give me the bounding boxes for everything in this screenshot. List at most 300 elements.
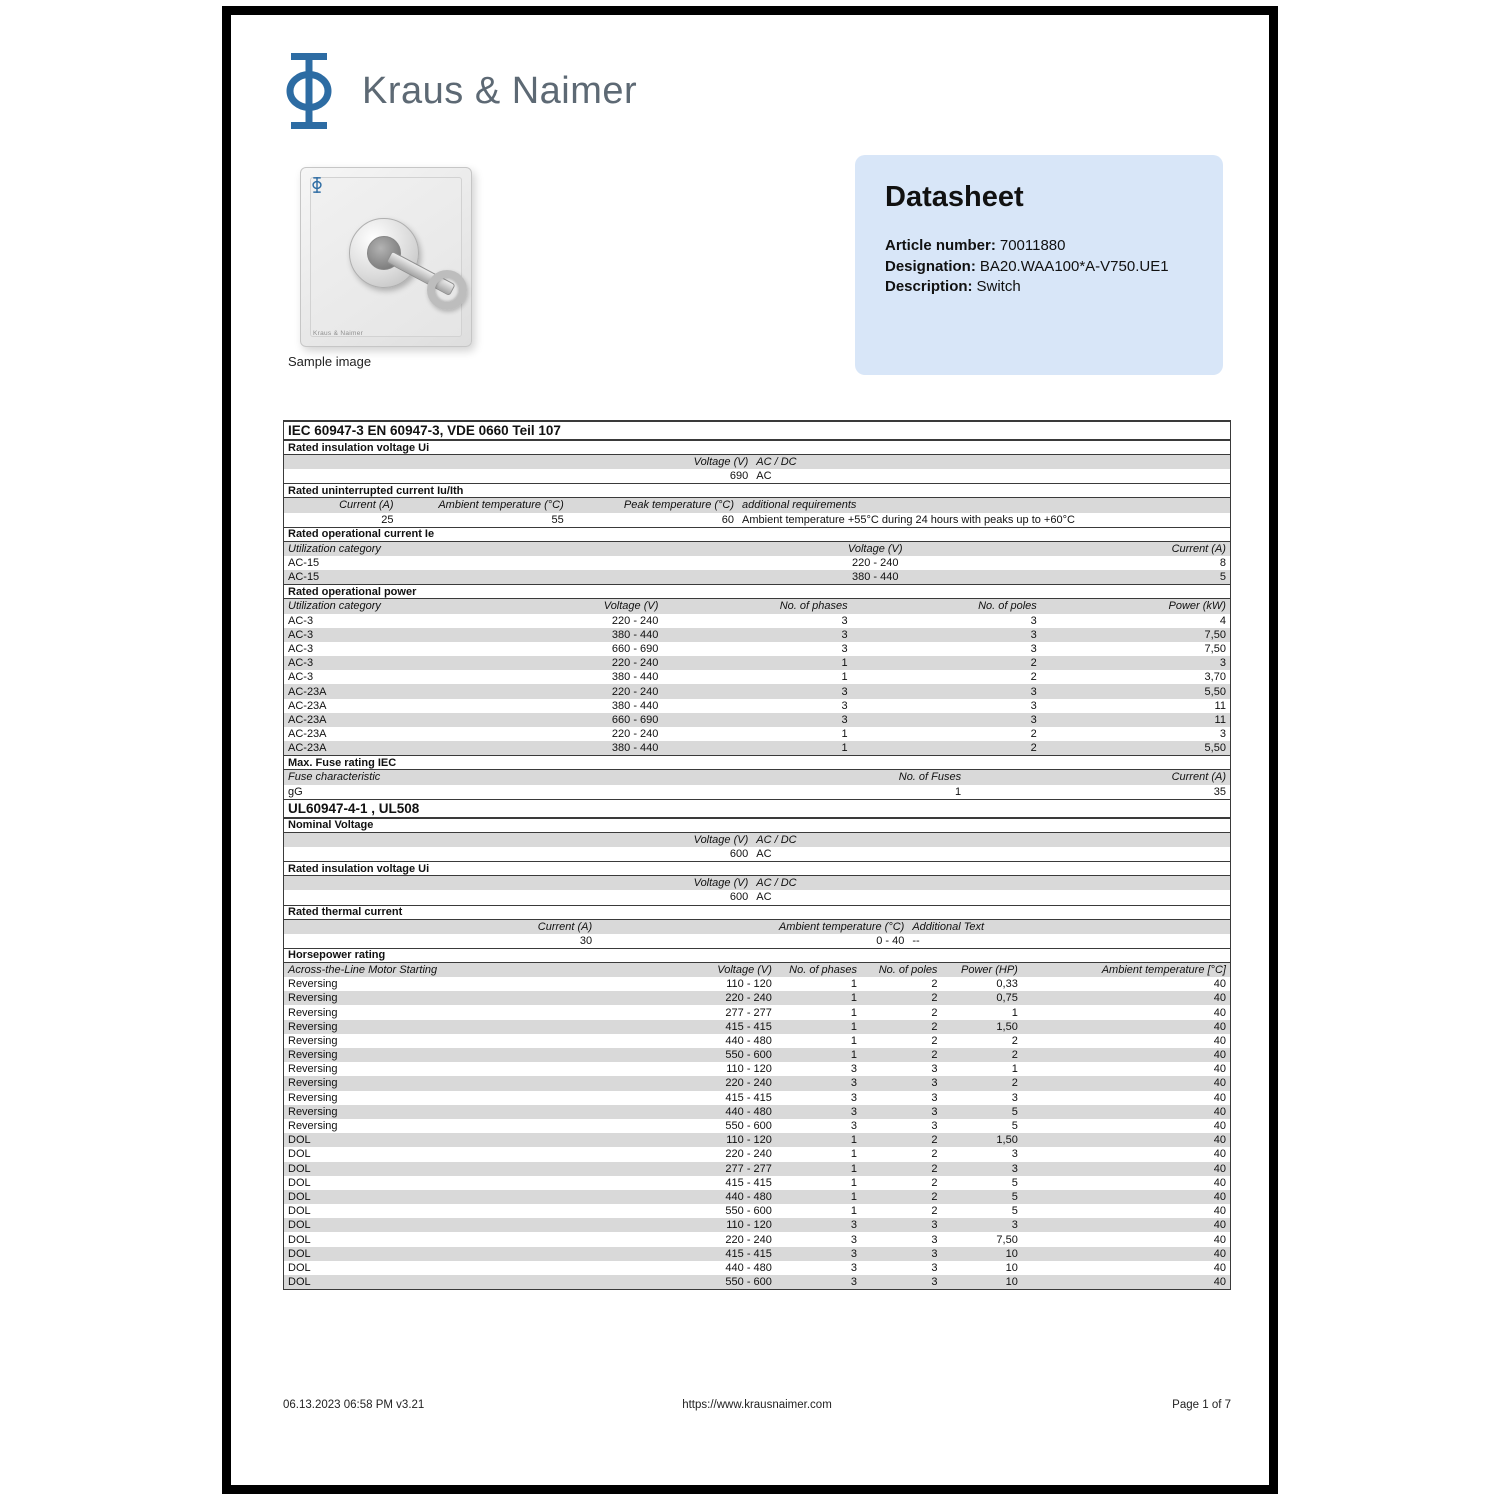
table-cell: 30 (579, 934, 593, 947)
table-cell: 3 (931, 1105, 938, 1118)
table-row (284, 1020, 1230, 1034)
column-header-row (284, 455, 1230, 469)
column-header-cell: Power (kW) (1168, 600, 1226, 613)
subsection-header: Max. Fuse rating IEC (284, 755, 1230, 770)
table-cell: -- (912, 934, 920, 947)
table-cell: 1 (850, 1190, 858, 1203)
table-cell: DOL (288, 1148, 311, 1161)
table-cell: AC-23A (288, 713, 327, 726)
table-cell: 40 (1213, 1261, 1226, 1274)
subsection-header: Rated operational power (284, 584, 1230, 599)
table-cell: 1 (850, 1205, 858, 1218)
column-header-cell: No. of Fuses (898, 771, 962, 784)
table-row (284, 1105, 1230, 1119)
description-value: Switch (976, 278, 1021, 295)
table-cell: 3 (1030, 713, 1037, 726)
table-cell: 3 (841, 685, 848, 698)
table-cell: 2 (1011, 1049, 1018, 1062)
table-cell: 380 - 440 (611, 742, 659, 755)
table-cell: 40 (1213, 1190, 1226, 1203)
key-head-ring (427, 270, 467, 310)
table-row (284, 1162, 1230, 1176)
table-cell: 1 (841, 671, 848, 684)
table-cell: 550 - 600 (725, 1120, 772, 1133)
table-cell: 220 - 240 (725, 1148, 772, 1161)
brand-name: Kraus & Naimer (362, 69, 638, 112)
table-row (284, 513, 1230, 527)
column-header-cell: Current (A) (1171, 542, 1226, 555)
table-cell: 3 (850, 1063, 858, 1076)
table-cell: AC-15 (288, 557, 320, 570)
table-row (284, 713, 1230, 727)
column-header-cell: Ambient temperature (°C) (778, 920, 905, 933)
designation-label: Designation: (885, 257, 976, 275)
column-header-cell: No. of phases (779, 600, 848, 613)
table-cell: Reversing (288, 1091, 338, 1104)
table-row (284, 1204, 1230, 1218)
table-cell: 110 - 120 (726, 1219, 772, 1232)
table-cell: Reversing (288, 978, 338, 991)
table-cell: 5 (1011, 1205, 1018, 1218)
table-cell: 277 - 277 (725, 1006, 772, 1019)
table-cell: 40 (1213, 1148, 1226, 1161)
table-cell: 1 (850, 1148, 858, 1161)
table-cell: 1 (850, 1049, 858, 1062)
table-cell: AC-3 (288, 642, 314, 655)
subsection-header: Rated insulation voltage Ui (284, 440, 1230, 455)
description-label: Description: (885, 278, 973, 295)
table-cell: 5 (1011, 1176, 1018, 1189)
table-cell: 3 (841, 628, 848, 641)
table-row (284, 570, 1230, 584)
table-cell: 415 - 415 (725, 1020, 772, 1033)
footer-page-number: Page 1 of 7 (1172, 1399, 1231, 1411)
table-row (284, 1091, 1230, 1105)
table-row (284, 1218, 1230, 1232)
table-cell: 3 (931, 1063, 938, 1076)
table-cell: 3 (841, 699, 848, 712)
table-row (284, 1048, 1230, 1062)
table-cell: 380 - 440 (611, 671, 659, 684)
table-cell: 25 (381, 513, 394, 526)
table-cell: 2 (931, 1134, 938, 1147)
table-row (284, 1261, 1230, 1275)
table-cell: 220 - 240 (725, 992, 772, 1005)
table-cell: 2 (931, 1190, 938, 1203)
table-row (284, 1119, 1230, 1133)
table-cell: 40 (1213, 1105, 1226, 1118)
table-cell: DOL (288, 1134, 311, 1147)
table-cell: 440 - 480 (725, 1190, 772, 1203)
column-header-cell: Voltage (V) (693, 456, 749, 469)
table-cell: 3 (931, 1219, 938, 1232)
table-cell: 40 (1213, 1247, 1226, 1260)
table-cell: 5,50 (1204, 685, 1226, 698)
table-cell: 0 - 40 (876, 934, 905, 947)
column-header-cell: Voltage (V) (717, 963, 772, 976)
table-cell: Reversing (288, 1077, 338, 1090)
column-header-cell: Current (A) (537, 920, 593, 933)
spec-table (283, 420, 1231, 1290)
table-row (284, 785, 1230, 799)
table-row (284, 727, 1230, 741)
table-cell: 40 (1213, 1006, 1226, 1019)
column-header-cell: Utilization category (288, 600, 381, 613)
table-row (284, 1147, 1230, 1161)
table-cell: 3 (850, 1276, 858, 1289)
column-header-cell: Voltage (V) (693, 877, 749, 890)
datasheet-card (855, 155, 1223, 375)
table-cell: 1 (841, 728, 848, 741)
table-cell: DOL (288, 1261, 311, 1274)
footer-url[interactable]: https://www.krausnaimer.com (682, 1399, 832, 1411)
article-number-row (885, 236, 1193, 257)
table-cell: 2 (931, 1148, 938, 1161)
table-cell: 3 (1030, 642, 1037, 655)
column-header-cell: Voltage (V) (847, 542, 903, 555)
table-cell: DOL (288, 1247, 311, 1260)
table-cell: 220 - 240 (611, 728, 659, 741)
table-cell: 3 (931, 1091, 938, 1104)
table-cell: 40 (1213, 1077, 1226, 1090)
table-cell: 5 (1011, 1190, 1018, 1203)
table-cell: 8 (1219, 557, 1226, 570)
column-header-cell: No. of poles (878, 963, 938, 976)
table-cell: 5 (1219, 571, 1226, 584)
table-row (284, 1076, 1230, 1090)
table-row (284, 1176, 1230, 1190)
table-row (284, 847, 1230, 861)
table-cell: 415 - 415 (725, 1091, 772, 1104)
table-cell: Reversing (288, 1120, 338, 1133)
designation-value: BA20.WAA100*A-V750.UE1 (979, 257, 1169, 275)
table-cell: 7,50 (1204, 628, 1226, 641)
table-cell: 3 (1030, 699, 1037, 712)
footer-timestamp: 06.13.2023 06:58 PM v3.21 (283, 1399, 425, 1411)
column-header-row (284, 542, 1230, 556)
column-header-cell: AC / DC (756, 456, 797, 469)
column-header-cell: Ambient temperature [°C] (1101, 963, 1226, 976)
column-header-cell: Peak temperature (°C) (623, 499, 735, 512)
table-cell: 40 (1213, 1276, 1226, 1289)
table-row (284, 469, 1230, 483)
table-cell: 35 (1213, 785, 1226, 798)
column-header-row (284, 498, 1230, 512)
table-cell: 1 (850, 1162, 858, 1175)
table-cell: 10 (1005, 1247, 1018, 1260)
table-cell: 660 - 690 (611, 713, 659, 726)
table-cell: 1,50 (996, 1134, 1018, 1147)
table-row (284, 991, 1230, 1005)
table-cell: DOL (288, 1276, 311, 1289)
table-cell: 220 - 240 (611, 657, 659, 670)
table-cell: AC-3 (288, 628, 314, 641)
table-cell: 600 (729, 891, 749, 904)
table-cell: 550 - 600 (725, 1049, 772, 1062)
table-cell: 600 (729, 848, 749, 861)
table-cell: 2 (1011, 1077, 1018, 1090)
table-cell: Reversing (288, 1034, 338, 1047)
table-cell: 380 - 440 (611, 628, 659, 641)
table-cell: AC-3 (288, 614, 314, 627)
table-cell: 3 (1011, 1148, 1018, 1161)
table-cell: 3 (850, 1105, 858, 1118)
table-cell: 3 (841, 642, 848, 655)
table-cell: 40 (1213, 992, 1226, 1005)
table-cell: 3 (850, 1091, 858, 1104)
table-cell: 1,50 (996, 1020, 1018, 1033)
table-cell: 1 (850, 1020, 858, 1033)
table-cell: 2 (1030, 671, 1037, 684)
column-header-cell: Power (HP) (961, 963, 1018, 976)
table-cell: DOL (288, 1162, 311, 1175)
table-cell: 11 (1214, 713, 1226, 726)
column-header-row (284, 876, 1230, 890)
table-cell: 3 (931, 1120, 938, 1133)
table-cell: 220 - 240 (851, 557, 899, 570)
table-cell: 3 (931, 1077, 938, 1090)
column-header-cell: Voltage (V) (693, 833, 749, 846)
table-row (284, 934, 1230, 948)
column-header-cell: Additional Text (912, 920, 985, 933)
table-cell: 60 (721, 513, 735, 526)
designation-row (885, 257, 1193, 278)
table-cell: DOL (288, 1219, 311, 1232)
table-cell: 40 (1213, 1063, 1226, 1076)
table-row (284, 628, 1230, 642)
column-header-cell: additional requirements (742, 499, 857, 512)
table-row (284, 977, 1230, 991)
table-cell: 40 (1213, 1049, 1226, 1062)
column-header-row (284, 833, 1230, 847)
table-cell: 40 (1213, 1034, 1226, 1047)
table-cell: 3 (1219, 728, 1226, 741)
table-cell: 7,50 (996, 1233, 1018, 1246)
table-cell: 1 (850, 1034, 858, 1047)
table-cell: 220 - 240 (611, 685, 659, 698)
table-cell: 3 (1030, 685, 1037, 698)
table-cell: 3 (1219, 657, 1226, 670)
table-cell: 4 (1219, 614, 1226, 627)
table-cell: 2 (931, 1020, 938, 1033)
table-cell: 3 (850, 1219, 858, 1232)
table-cell: Reversing (288, 1049, 338, 1062)
table-cell: 277 - 277 (725, 1162, 772, 1175)
table-row (284, 1133, 1230, 1147)
table-cell: Reversing (288, 1063, 338, 1076)
table-cell: 40 (1213, 1162, 1226, 1175)
table-cell: AC (756, 848, 772, 861)
table-cell: Ambient temperature +55°C during 24 hours with peaks up to +60°C (742, 513, 1075, 526)
table-cell: AC-3 (288, 671, 314, 684)
table-cell: 2 (931, 1162, 938, 1175)
column-header-cell: Utilization category (288, 542, 381, 555)
table-cell: AC (756, 470, 772, 483)
table-cell: 2 (931, 1006, 938, 1019)
table-cell: DOL (288, 1205, 311, 1218)
subsection-header: Horsepower rating (284, 948, 1230, 963)
table-cell: 2 (1030, 657, 1037, 670)
table-cell: AC-15 (288, 571, 320, 584)
table-cell: Reversing (288, 1020, 338, 1033)
table-cell: 3 (1030, 614, 1037, 627)
column-header-cell: Fuse characteristic (288, 771, 381, 784)
table-cell: 550 - 600 (725, 1276, 772, 1289)
table-cell: 40 (1213, 1233, 1226, 1246)
table-cell: Reversing (288, 1006, 338, 1019)
table-row (284, 890, 1230, 904)
table-cell: 7,50 (1204, 642, 1226, 655)
table-cell: 40 (1213, 1134, 1226, 1147)
table-cell: 2 (931, 1049, 938, 1062)
table-cell: AC-23A (288, 742, 327, 755)
table-cell: 5 (1011, 1105, 1018, 1118)
subsection-header: Rated uninterrupted current Iu/Ith (284, 483, 1230, 498)
table-cell: 1 (850, 1134, 858, 1147)
table-cell: AC-23A (288, 699, 327, 712)
table-cell: 1 (1011, 1063, 1018, 1076)
table-cell: 1 (850, 992, 858, 1005)
table-cell: 3 (931, 1247, 938, 1260)
table-cell: 3 (1011, 1219, 1018, 1232)
phi-logo-icon (280, 53, 338, 129)
table-cell: 3 (931, 1233, 938, 1246)
table-cell: AC (756, 891, 772, 904)
table-cell: 1 (954, 785, 962, 798)
table-row (284, 699, 1230, 713)
table-cell: 10 (1005, 1261, 1018, 1274)
table-row (284, 1247, 1230, 1261)
column-header-row (284, 599, 1230, 613)
column-header-cell: AC / DC (756, 877, 797, 890)
table-cell: AC-3 (288, 657, 314, 670)
table-cell: 550 - 600 (725, 1205, 772, 1218)
product-sample-image (300, 167, 472, 347)
table-cell: 440 - 480 (725, 1105, 772, 1118)
table-cell: 220 - 240 (725, 1233, 772, 1246)
table-cell: 3 (1011, 1162, 1018, 1175)
article-number-value: 70011880 (999, 237, 1066, 254)
brand-logo (280, 53, 637, 129)
table-cell: 1 (841, 742, 848, 755)
switch-plate (300, 167, 472, 347)
column-header-cell: AC / DC (756, 833, 797, 846)
column-header-cell: Across-the-Line Motor Starting (288, 963, 438, 976)
table-cell: 3 (850, 1120, 858, 1133)
column-header-cell: No. of poles (978, 600, 1037, 613)
table-cell: 110 - 120 (726, 1134, 772, 1147)
table-cell: 1 (850, 978, 858, 991)
table-cell: 2 (1030, 742, 1037, 755)
page-footer (283, 1399, 1231, 1411)
column-header-row (284, 963, 1230, 977)
table-cell: 11 (1214, 699, 1226, 712)
table-cell: 3 (850, 1233, 858, 1246)
table-row (284, 1005, 1230, 1019)
article-number-label: Article number: (885, 237, 996, 254)
table-cell: AC-23A (288, 728, 327, 741)
table-cell: 690 (729, 470, 749, 483)
column-header-cell: Voltage (V) (603, 600, 659, 613)
table-cell: 2 (931, 1034, 938, 1047)
table-cell: 2 (1030, 728, 1037, 741)
description-row (885, 277, 1193, 298)
column-header-cell: Current (A) (1171, 771, 1226, 784)
table-cell: DOL (288, 1176, 311, 1189)
table-row (284, 684, 1230, 698)
table-row (284, 670, 1230, 684)
table-cell: 1 (850, 1006, 858, 1019)
column-header-cell: Ambient temperature (°C) (438, 499, 564, 512)
table-cell: 3,70 (1204, 671, 1226, 684)
table-cell: 5,50 (1204, 742, 1226, 755)
table-cell: 380 - 440 (611, 699, 659, 712)
table-cell: 3 (850, 1247, 858, 1260)
column-header-cell: Current (A) (339, 499, 394, 512)
table-row (284, 1062, 1230, 1076)
table-cell: AC-23A (288, 685, 327, 698)
table-cell: 3 (1011, 1091, 1018, 1104)
subsection-header: Nominal Voltage (284, 818, 1230, 833)
table-cell: 40 (1213, 1219, 1226, 1232)
table-cell: 2 (931, 992, 938, 1005)
table-cell: 110 - 120 (726, 978, 772, 991)
table-cell: 440 - 480 (725, 1261, 772, 1274)
table-cell: 40 (1213, 1020, 1226, 1033)
table-cell: 3 (850, 1261, 858, 1274)
table-row (284, 1275, 1230, 1289)
table-cell: gG (288, 785, 303, 798)
table-cell: 660 - 690 (611, 642, 659, 655)
section-title: IEC 60947-3 EN 60947-3, VDE 0660 Teil 107 (284, 421, 1230, 440)
table-row (284, 614, 1230, 628)
section-title: UL60947-4-1 , UL508 (284, 799, 1230, 818)
table-cell: 2 (931, 1205, 938, 1218)
column-header-row (284, 920, 1230, 934)
datasheet-page (222, 6, 1278, 1494)
table-row (284, 1034, 1230, 1048)
table-cell: 2 (931, 1176, 938, 1189)
column-header-row (284, 770, 1230, 784)
column-header-cell: No. of phases (789, 963, 858, 976)
table-cell: 55 (551, 513, 564, 526)
table-cell: 3 (1030, 628, 1037, 641)
table-cell: 220 - 240 (611, 614, 659, 627)
subsection-header: Rated operational current Ie (284, 527, 1230, 542)
phi-logo-small-icon (311, 177, 323, 193)
page-title: Datasheet (885, 181, 1024, 213)
table-row (284, 1232, 1230, 1246)
table-cell: 2 (1011, 1034, 1018, 1047)
subsection-header: Rated insulation voltage Ui (284, 861, 1230, 876)
table-cell: 3 (850, 1077, 858, 1090)
table-cell: 0,75 (996, 992, 1018, 1005)
table-cell: 2 (931, 978, 938, 991)
table-cell: 1 (850, 1176, 858, 1189)
table-cell: 40 (1213, 1205, 1226, 1218)
table-cell: Reversing (288, 1105, 338, 1118)
table-cell: 415 - 415 (725, 1176, 772, 1189)
table-cell: 1 (1011, 1006, 1018, 1019)
table-row (284, 656, 1230, 670)
sample-image-caption: Sample image (288, 354, 372, 369)
table-cell: Reversing (288, 992, 338, 1005)
table-row (284, 556, 1230, 570)
table-cell: 0,33 (996, 978, 1018, 991)
table-cell: 415 - 415 (725, 1247, 772, 1260)
table-row (284, 1190, 1230, 1204)
table-cell: 10 (1005, 1276, 1018, 1289)
